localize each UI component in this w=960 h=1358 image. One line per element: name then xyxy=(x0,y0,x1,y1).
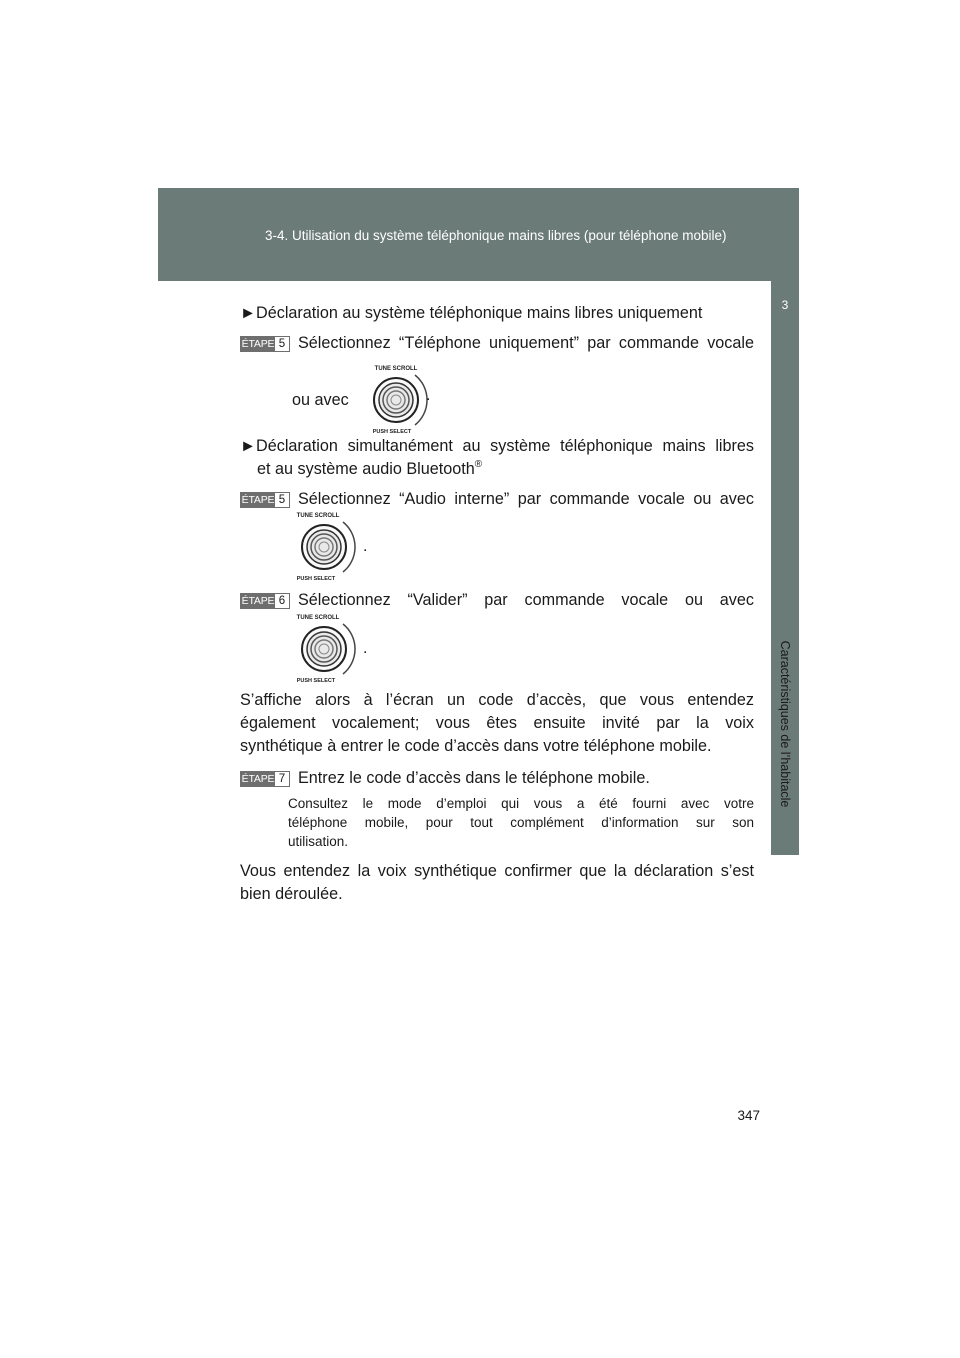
step-5a-text-cont: ou avec xyxy=(292,391,349,409)
svg-text:PUSH SELECT: PUSH SELECT xyxy=(372,429,412,435)
tune-scroll-knob-icon xyxy=(360,363,432,435)
tune-scroll-knob-icon xyxy=(288,612,360,684)
svg-text:TUNE SCROLL: TUNE SCROLL xyxy=(296,615,340,621)
page-number: 347 xyxy=(737,1108,760,1123)
paragraph-line: Vous entendez la voix synthétique confirmer que la déclaration s’est xyxy=(240,862,754,880)
note-line: utilisation. xyxy=(288,834,349,849)
step-5a-text: Sélectionnez “Téléphone uniquement” par commande vocale xyxy=(298,334,754,352)
step-5b-end: . xyxy=(363,538,368,555)
paragraph-line: bien déroulée. xyxy=(240,885,343,903)
step-7-text: Entrez le code d’accès dans le téléphone mobile. xyxy=(298,769,650,787)
svg-text:PUSH SELECT: PUSH SELECT xyxy=(296,576,336,582)
step-badge: ÉTAPE 6 xyxy=(240,593,290,609)
step-badge: ÉTAPE 7 xyxy=(240,771,290,787)
option-heading-simultaneous: ►Déclaration simultanément au système téléphonique mains libres xyxy=(240,437,754,455)
note-line: téléphone mobile, pour tout complément d’information sur son xyxy=(288,815,754,830)
step-badge: ÉTAPE 5 xyxy=(240,492,290,508)
arrow-icon: ► xyxy=(240,437,257,455)
step-badge: ÉTAPE 5 xyxy=(240,336,290,352)
tune-scroll-knob-icon xyxy=(288,510,360,582)
svg-text:PUSH SELECT: PUSH SELECT xyxy=(296,678,336,684)
registered-mark: ® xyxy=(474,459,483,470)
paragraph-line: S’affiche alors à l’écran un code d’accès, que vous entendez xyxy=(240,691,754,709)
arrow-icon: ► xyxy=(240,304,257,322)
option-heading-phone-only: ►Déclaration au système téléphonique mains libres uniquement xyxy=(240,304,703,322)
chapter-label: Caractéristiques de l’habitacle xyxy=(778,640,792,808)
step-5a-end: . xyxy=(426,387,431,404)
step-6-text: Sélectionnez “Valider” par commande vocale ou avec xyxy=(298,591,754,609)
note-line: Consultez le mode d’emploi qui vous a été fourni avec votre xyxy=(288,796,754,811)
option-heading-simultaneous-cont: et au système audio Bluetooth® xyxy=(257,459,483,478)
chapter-number: 3 xyxy=(781,298,789,312)
step-5b-text: Sélectionnez “Audio interne” par commande vocale ou avec xyxy=(298,490,754,508)
svg-text:TUNE SCROLL: TUNE SCROLL xyxy=(374,366,418,372)
paragraph-line: synthétique à entrer le code d’accès dans votre téléphone mobile. xyxy=(240,737,712,755)
section-title: 3-4. Utilisation du système téléphonique mains libres (pour téléphone mobile) xyxy=(265,228,727,243)
step-6-end: . xyxy=(363,640,368,657)
svg-text:TUNE SCROLL: TUNE SCROLL xyxy=(296,513,340,519)
paragraph-line: également vocalement; vous êtes ensuite invité par la voix xyxy=(240,714,754,732)
